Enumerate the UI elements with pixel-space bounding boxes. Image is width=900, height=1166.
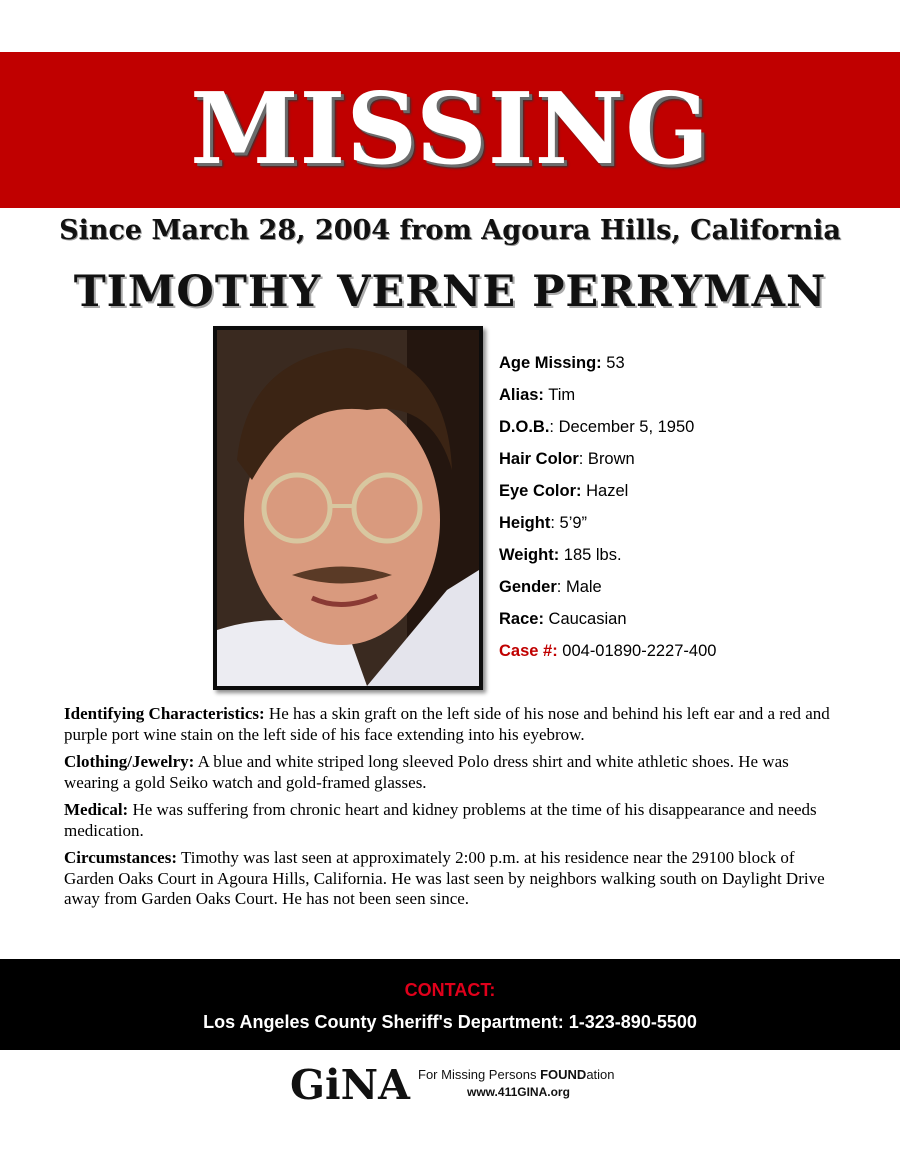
section-label: Clothing/Jewelry: xyxy=(64,752,195,771)
contact-label: CONTACT: xyxy=(404,980,496,1000)
tagline-suffix: ation xyxy=(586,1067,615,1082)
fact-value: Tim xyxy=(543,386,576,404)
fact-value: Caucasian xyxy=(543,610,627,628)
fact-weight xyxy=(499,539,889,571)
fact-label: Height xyxy=(499,514,551,532)
fact-label: D.O.B. xyxy=(499,418,550,436)
portrait-illustration xyxy=(217,330,479,686)
fact-value: 185 lbs. xyxy=(559,546,622,564)
fact-label: Eye Color: xyxy=(499,482,582,500)
fact-label: Gender xyxy=(499,578,557,596)
section-text: Timothy was last seen at approximately 2:00 p.m. at his residence near the 29100 block of Garden Oaks Court in Agoura Hills, California. He was last seen by neighbors walking south on Daylight Drive away from Garden Oaks Court. He has not been seen since. xyxy=(64,848,825,908)
fact-race xyxy=(499,603,889,635)
fact-label: Age Missing: xyxy=(499,354,602,372)
fact-value: Hazel xyxy=(581,482,629,500)
fact-gender xyxy=(499,571,889,603)
fact-eye-color xyxy=(499,475,889,507)
fact-case-number xyxy=(499,635,889,667)
person-name: TIMOTHY VERNE PERRYMAN xyxy=(73,267,827,317)
fact-hair-color xyxy=(499,443,889,475)
circumstances xyxy=(64,848,844,910)
tagline-prefix: For Missing Persons xyxy=(418,1067,541,1082)
fact-label: Hair Color xyxy=(499,450,579,468)
clothing-jewelry xyxy=(64,752,844,793)
fact-label: Alias: xyxy=(499,386,544,404)
section-label: Medical: xyxy=(64,800,129,819)
identifying-characteristics xyxy=(64,704,844,745)
tagline-found: FOUND xyxy=(540,1067,587,1082)
fact-label: Race: xyxy=(499,610,544,628)
section-label: Identifying Characteristics: xyxy=(64,704,265,723)
fact-value: : December 5, 1950 xyxy=(549,418,695,436)
fact-alias xyxy=(499,379,889,411)
gina-logo: GiNA xyxy=(290,1061,410,1109)
person-facts xyxy=(499,347,889,667)
gina-website-link[interactable]: www.411GINA.org xyxy=(467,1085,570,1099)
fact-label: Case #: xyxy=(499,642,558,660)
contact-bar xyxy=(0,959,900,1050)
fact-value: : 5’9” xyxy=(550,514,588,532)
gina-tagline xyxy=(418,1067,615,1083)
fact-value: : Male xyxy=(556,578,602,596)
section-text: He was suffering from chronic heart and kidney problems at the time of his disappearance and needs medication. xyxy=(64,800,817,840)
fact-value: 004-01890-2227-400 xyxy=(557,642,717,660)
section-text: He has a skin graft on the left side of his nose and behind his left ear and a red and purple port wine stain on the left side of his face extending into his eyebrow. xyxy=(64,704,830,744)
fact-value: : Brown xyxy=(578,450,635,468)
section-label: Circumstances: xyxy=(64,848,177,867)
person-photo xyxy=(213,326,483,690)
fact-age-missing xyxy=(499,347,889,379)
fact-label: Weight: xyxy=(499,546,560,564)
fact-value: 53 xyxy=(601,354,625,372)
missing-since-line: Since March 28, 2004 from Agoura Hills, California xyxy=(59,215,841,246)
contact-phone-line: Los Angeles County Sheriff's Department: 1-323-890-5500 xyxy=(203,1012,697,1032)
medical xyxy=(64,800,844,841)
fact-dob xyxy=(499,411,889,443)
section-text: A blue and white striped long sleeved Polo dress shirt and white athletic shoes. He was wearing a gold Seiko watch and gold-framed glasses. xyxy=(64,752,789,792)
missing-title: MISSING xyxy=(190,72,710,187)
case-description xyxy=(64,704,844,917)
fact-height xyxy=(499,507,889,539)
